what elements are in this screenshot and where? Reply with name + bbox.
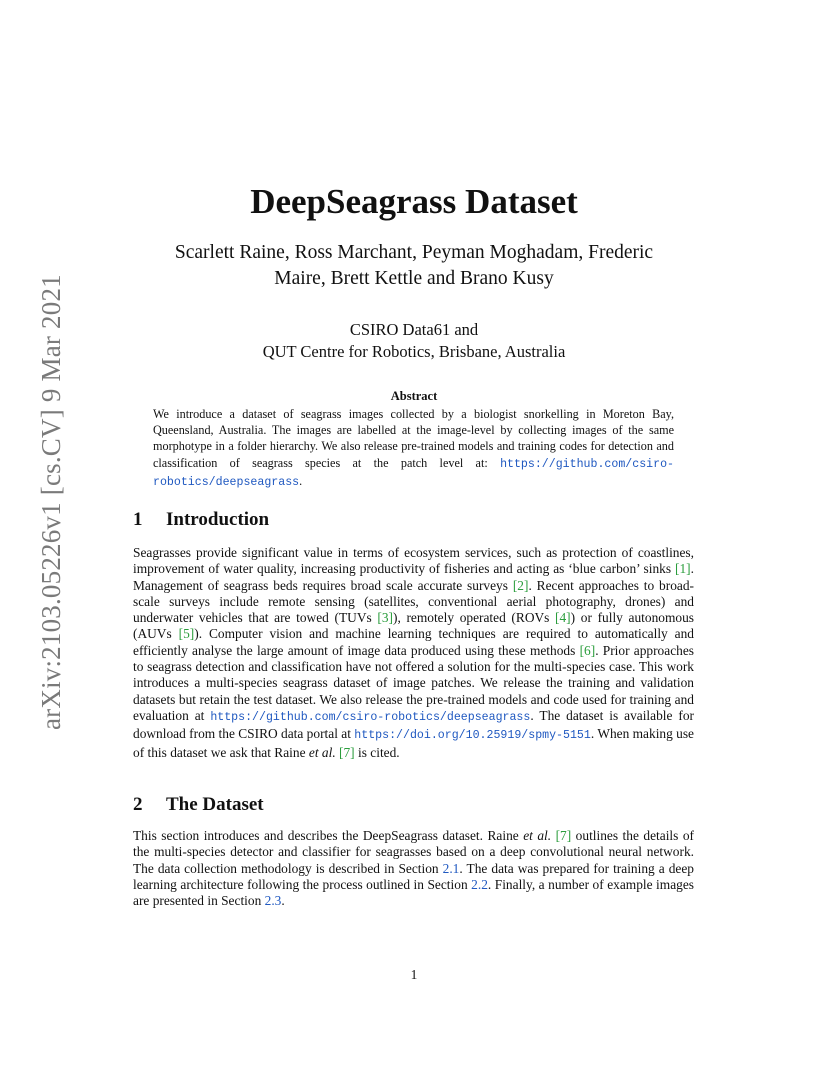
section-1-number: 1 <box>133 509 143 530</box>
section-2-title: The Dataset <box>166 794 264 815</box>
section-ref-link[interactable]: 2.1 <box>442 860 460 876</box>
github-link[interactable]: https://github.com/csiro-robotics/deepseagrass <box>210 710 531 724</box>
et-al: et al. <box>308 744 336 760</box>
text-run: Seagrasses provide significant value in terms of ecosystem services, such as protection of coastlines, improvement of water quality, increasing productivity of fisheries and acting as ‘blue carbon’ sinks <box>133 545 694 577</box>
et-al: et al. <box>523 828 552 843</box>
text-run: . The data was prepared for training a deep learning architecture following the process outlined in Section <box>133 860 694 892</box>
citation-link[interactable]: [4] <box>555 610 571 626</box>
text-run: . <box>281 893 285 909</box>
text-run: . Finally, a number of example images are presented in Section <box>133 876 694 909</box>
abstract-text: We introduce a dataset of seagrass images collected by a biologist snorkelling in Moreton Bay, Queensland, Australia. The images are labelled at the image-level by collecting images of the same morphotype in a folder hierarchy. We also release pre-trained models and training codes for detection and classification of seagrass species at the patch level at: <box>153 407 674 470</box>
text-run: . The dataset is available for download from the CSIRO data portal at <box>133 707 694 742</box>
author-line-2: Maire, Brett Kettle and Brano Kusy <box>274 268 554 289</box>
affiliation <box>0 319 828 363</box>
paper-title: DeepSeagrass Dataset <box>250 182 578 221</box>
citation-link[interactable]: [5] <box>178 626 195 642</box>
text-run: This section introduces and describes the DeepSeagrass dataset. Raine <box>133 828 524 843</box>
abstract-body <box>153 406 674 491</box>
text-run: . When making use of this dataset we ask that Raine <box>133 726 695 760</box>
citation-link[interactable]: [3] <box>377 610 393 626</box>
abstract-heading: Abstract <box>390 389 438 403</box>
section-1-paragraph <box>133 545 694 761</box>
section-2-heading <box>133 794 264 816</box>
text-run: . Management of seagrass beds requires broad scale accurate surveys <box>133 561 694 593</box>
section-2-paragraph <box>133 828 694 909</box>
citation-link[interactable]: [7] <box>555 828 572 843</box>
text-run: outlines the details of the multi-species detector and classifier for seagrasses based on a deep convolutional neural network. The data collection methodology is described in Section <box>133 828 694 876</box>
text-run: . Recent approaches to broad-scale surveys include remote sensing (satellites, conventional aerial photography, drones) and underwater vehicles that are towed (TUVs <box>133 577 694 626</box>
section-ref-link[interactable]: 2.3 <box>264 893 282 909</box>
section-ref-link[interactable]: 2.2 <box>471 876 488 892</box>
text-run: is cited. <box>354 744 400 760</box>
citation-link[interactable]: [6] <box>579 642 596 658</box>
citation-link[interactable]: [7] <box>339 744 355 760</box>
text-run: ), remotely operated (ROVs <box>392 610 556 626</box>
text-run: ). Computer vision and machine learning techniques are required to automatically and efficiently analyse the large amount of image data produced using these methods <box>133 626 695 658</box>
section-2-number: 2 <box>133 794 143 815</box>
doi-link[interactable]: https://doi.org/10.25919/spmy-5151 <box>354 729 591 743</box>
text-run: . Prior approaches to seagrass detection and classification have not offered a solution for the multi-species case. This work introduces a multi-species seagrass dataset of image patches. We release the training and validation datasets but retain the test dataset. We also release the pre-trained models and code used for training and evaluation at <box>133 642 694 723</box>
author-list <box>0 240 828 292</box>
page-number: 1 <box>410 967 418 982</box>
text-run: ) or fully autonomous (AUVs <box>133 610 694 642</box>
section-1-heading <box>133 509 269 531</box>
citation-link[interactable]: [1] <box>675 561 691 577</box>
affiliation-line-2: QUT Centre for Robotics, Brisbane, Australia <box>262 342 566 361</box>
abstract-end: . <box>299 473 303 488</box>
arxiv-sidebar-stamp: arXiv:2103.05226v1 [cs.CV] 9 Mar 2021 <box>36 274 66 730</box>
author-line-1: Scarlett Raine, Ross Marchant, Peyman Moghadam, Frederic <box>174 242 654 263</box>
abstract-github-link[interactable]: https://github.com/csiro-robotics/deepseagrass <box>153 457 674 489</box>
citation-link[interactable]: [2] <box>512 577 529 593</box>
section-1-title: Introduction <box>166 509 270 530</box>
affiliation-line-1: CSIRO Data61 and <box>349 320 479 339</box>
